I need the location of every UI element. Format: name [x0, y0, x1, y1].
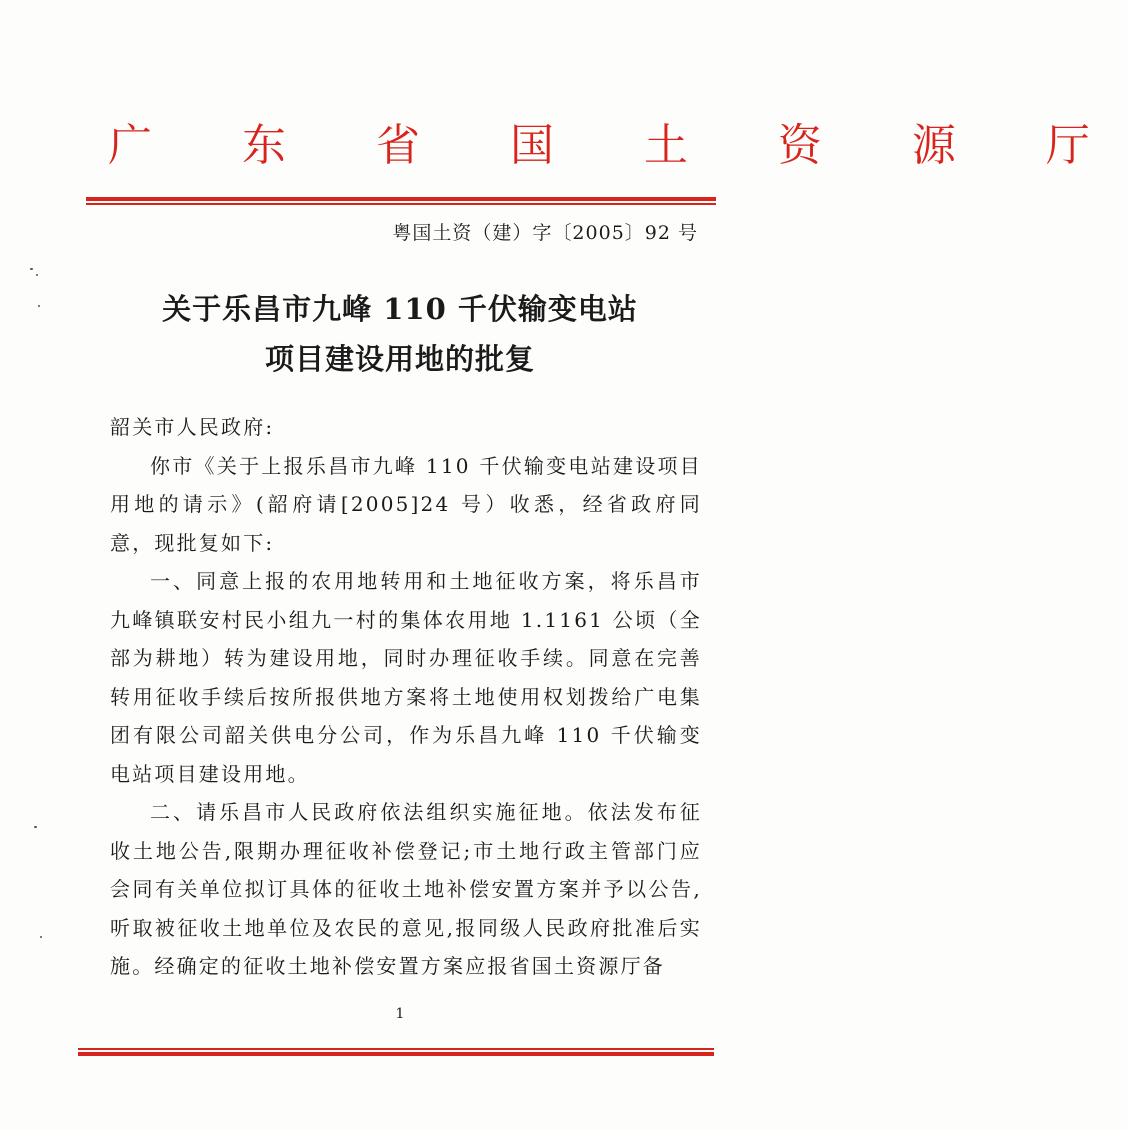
letterhead-divider: [86, 197, 716, 205]
document-number: 粤国土资（建）字〔2005〕92 号: [392, 222, 698, 244]
letterhead-organization: 广 东 省 国 土 资 源 厅: [108, 120, 1128, 171]
document-title: [110, 284, 690, 384]
document-title-line-1: 关于乐昌市九峰 110 千伏输变电站: [162, 292, 638, 326]
scan-artifact: [36, 274, 38, 276]
body-paragraph: 你市《关于上报乐昌市九峰 110 千伏输变电站建设项目用地的请示》(韶府请[2005]24 号）收悉，经省政府同意，现批复如下:: [110, 453, 702, 555]
footer-thin-line: [78, 1048, 714, 1050]
salutation: 韶关市人民政府:: [110, 415, 275, 439]
body-paragraph: 一、同意上报的农用地转用和土地征收方案，将乐昌市九峰镇联安村民小组九一村的集体农用地 1.1161 公顷（全部为耕地）转为建设用地，同时办理征收手续。同意在完善转用征收手续后按所报供地方案将土地使用权划拨给广电集团有限公司韶关供电分公司，作为乐昌九峰 110 千伏输变电站项目建设用地。: [110, 569, 702, 786]
scan-artifact: [38, 305, 40, 307]
body-paragraph: 二、请乐昌市人民政府依法组织实施征地。依法发布征收土地公告,限期办理征收补偿登记;市土地行政主管部门应会同有关单位拟订具体的征收土地补偿安置方案并予以公告,听取被征收土地单位及农民的意见,报同级人民政府批准后实施。经确定的征收土地补偿安置方案应报省国土资源厅备: [110, 800, 702, 978]
scan-artifact: [30, 268, 33, 270]
divider-thin-line: [86, 203, 716, 205]
page-number: 1: [395, 1006, 405, 1022]
divider-thick-line: [86, 197, 716, 201]
document-body: [110, 408, 702, 986]
footer-thick-line: [78, 1052, 714, 1056]
scan-artifact: [40, 936, 42, 938]
scan-artifact: [34, 826, 37, 828]
document-title-line-2: 项目建设用地的批复: [264, 342, 535, 376]
footer-divider: [78, 1048, 714, 1056]
